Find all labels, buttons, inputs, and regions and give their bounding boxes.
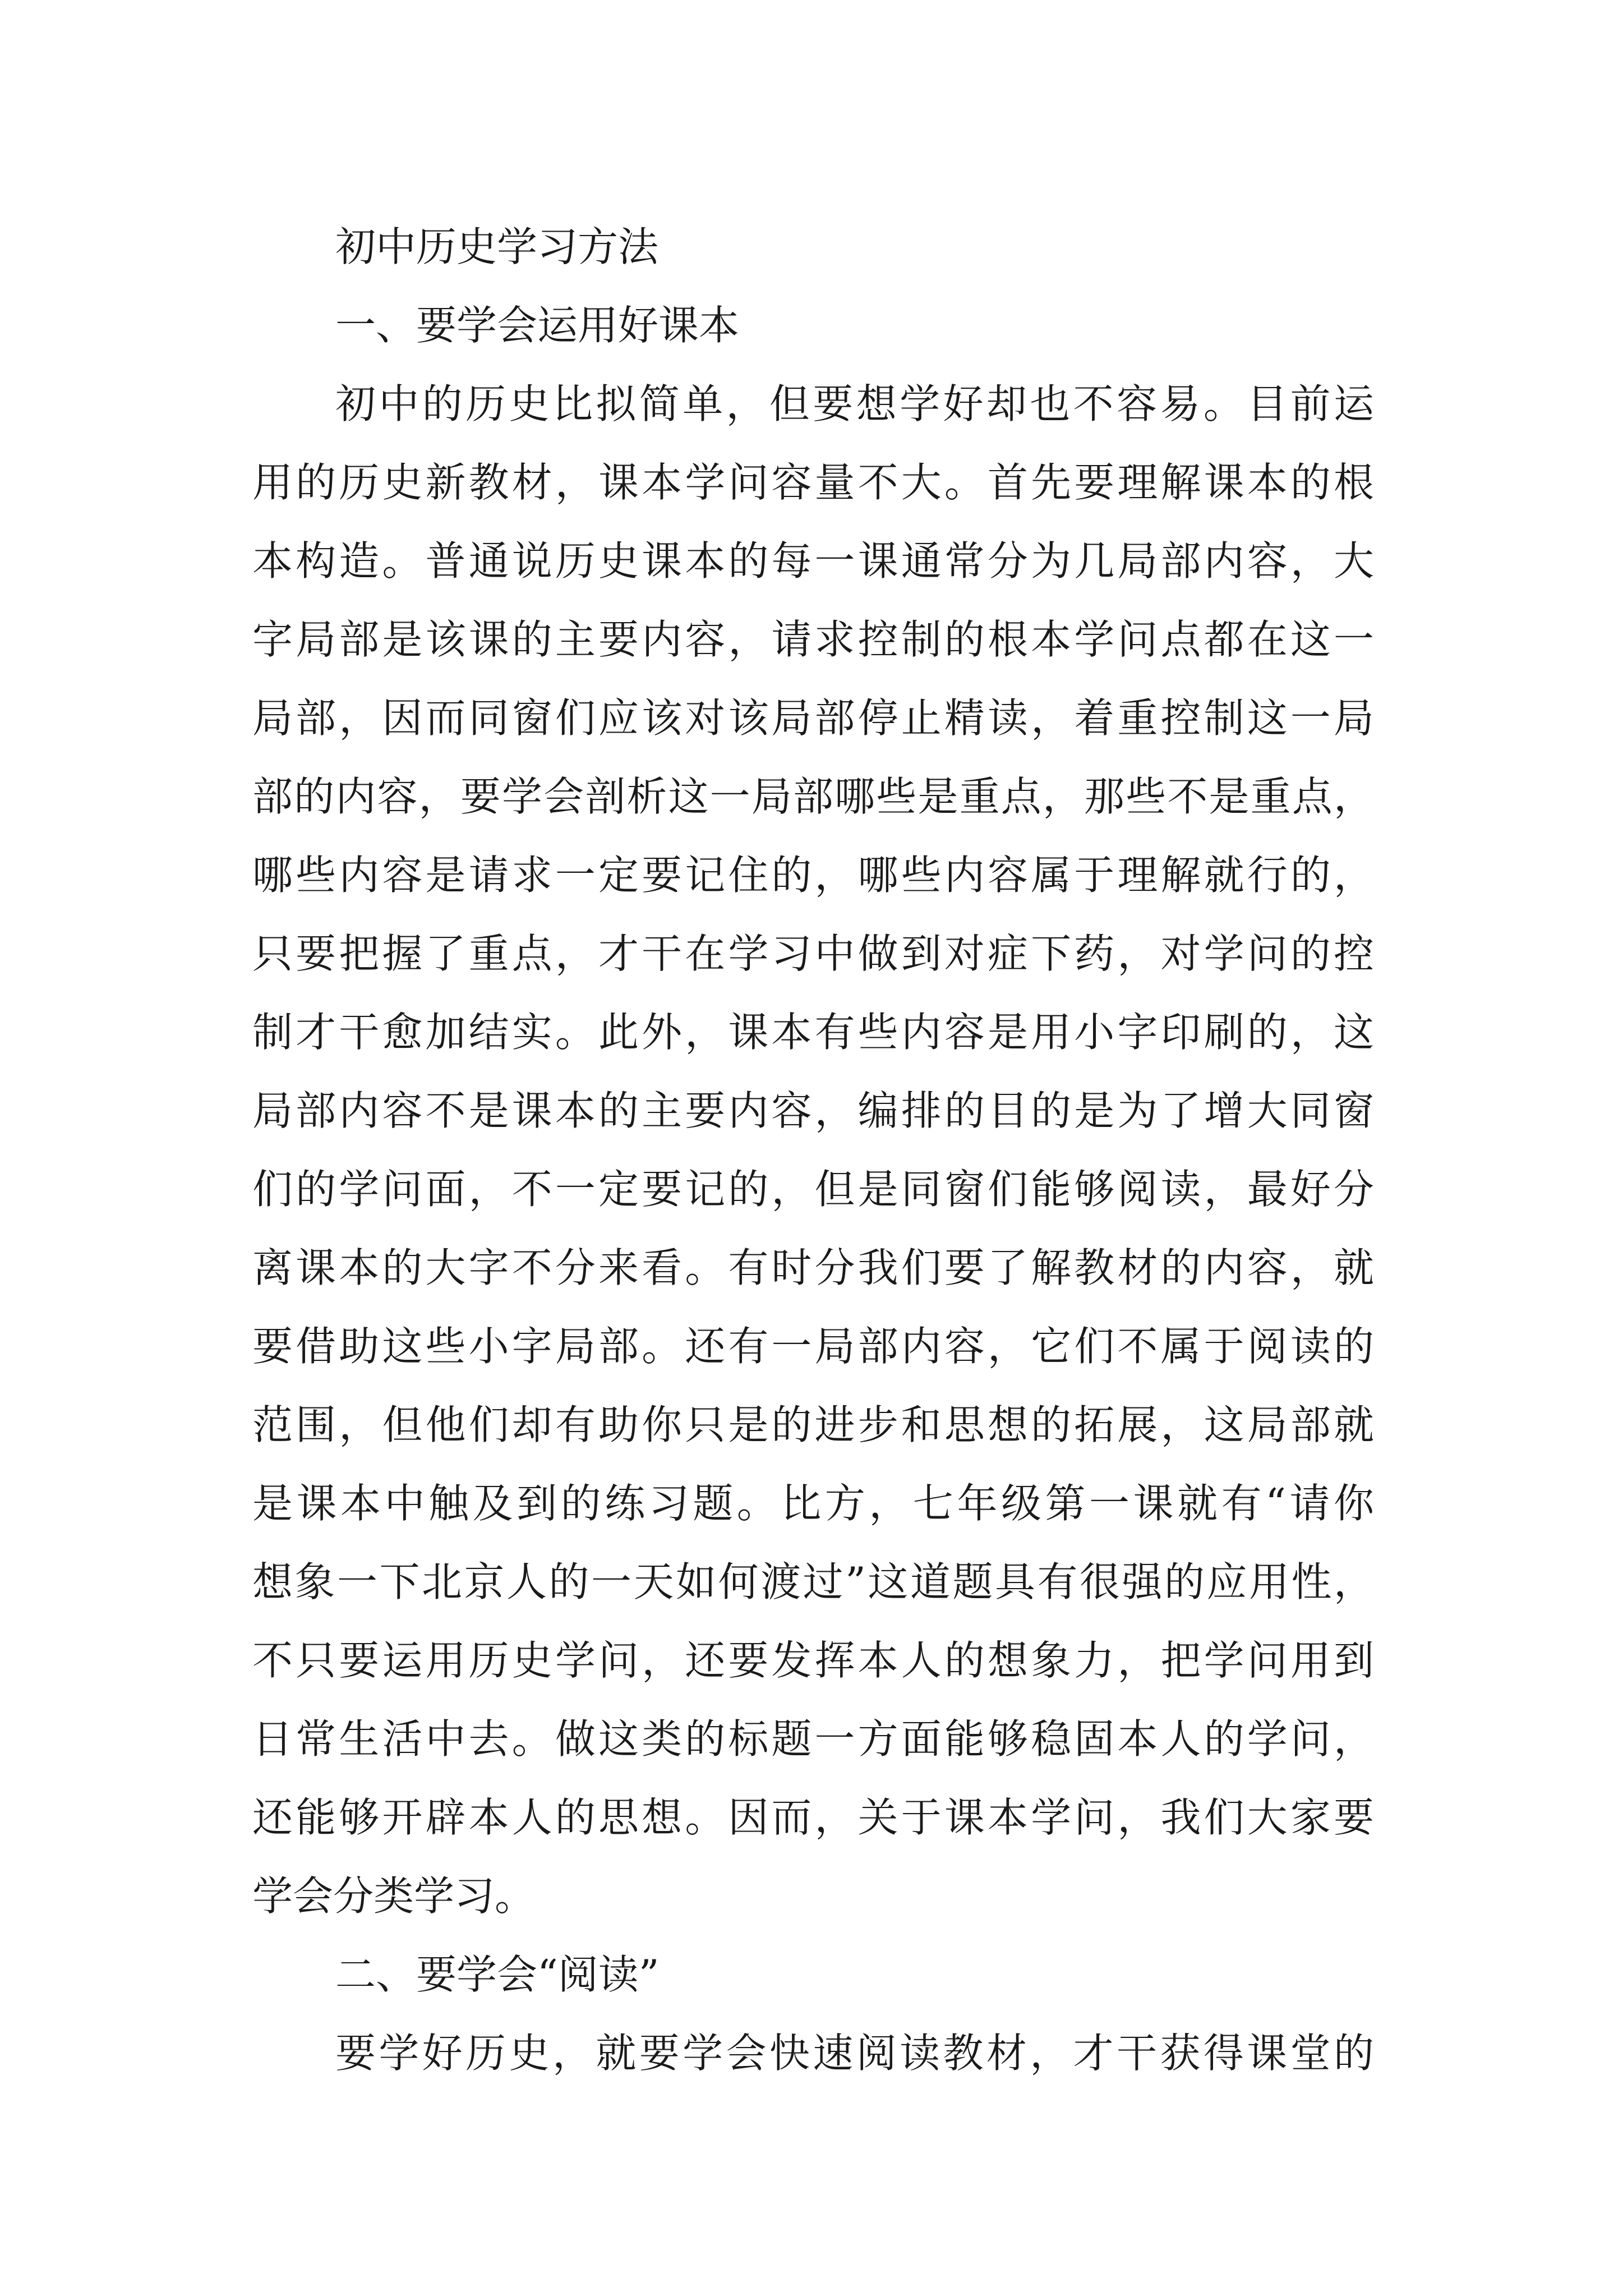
paragraph-line: 要学好历史，就要学会快速阅读教材，才干获得课堂的	[335, 2030, 1374, 2077]
paragraph-line: 学会分类学习。	[252, 1872, 536, 1920]
paragraph-line: 初中的历史比拟简单，但要想学好却也不容易。目前运	[335, 380, 1374, 427]
paragraph-line: 要借助这些小字局部。还有一局部内容，它们不属于阅读的	[252, 1323, 1374, 1370]
paragraph-line: 部的内容，要学会剖析这一局部哪些是重点，那些不是重点，	[252, 773, 1374, 820]
paragraph-line: 不只要运用历史学问，还要发挥本人的想象力，把学问用到	[252, 1637, 1374, 1684]
document-title: 初中历史学习方法	[335, 223, 659, 270]
paragraph-line: 还能够开辟本人的思想。因而，关于课本学问，我们大家要	[252, 1794, 1374, 1841]
paragraph-line: 本构造。普通说历史课本的每一课通常分为几局部内容，大	[252, 537, 1374, 585]
paragraph-line: 们的学问面，不一定要记的，但是同窗们能够阅读，最好分	[252, 1166, 1374, 1213]
paragraph-line: 是课本中触及到的练习题。比方，七年级第一课就有“请你	[252, 1480, 1374, 1527]
paragraph-line: 局部，因而同窗们应该对该局部停止精读，着重控制这一局	[252, 694, 1374, 742]
section-1-heading: 一、要学会运用好课本	[335, 302, 740, 349]
paragraph-line: 只要把握了重点，才干在学习中做到对症下药，对学问的控	[252, 930, 1374, 977]
paragraph-line: 用的历史新教材，课本学问容量不大。首先要理解课本的根	[252, 459, 1374, 506]
paragraph-line: 哪些内容是请求一定要记住的，哪些内容属于理解就行的，	[252, 852, 1374, 899]
document-body	[252, 208, 1374, 2092]
paragraph-line: 制才干愈加结实。此外，课本有些内容是用小字印刷的，这	[252, 1009, 1374, 1056]
paragraph-line: 局部内容不是课本的主要内容，编排的目的是为了增大同窗	[252, 1087, 1374, 1134]
section-2-heading: 二、要学会“阅读”	[335, 1951, 660, 1998]
paragraph-line: 离课本的大字不分来看。有时分我们要了解教材的内容，就	[252, 1244, 1374, 1291]
section-2-paragraph	[252, 2014, 1374, 2092]
paragraph-line: 日常生活中去。做这类的标题一方面能够稳固本人的学问，	[252, 1715, 1374, 1763]
paragraph-line: 想象一下北京人的一天如何渡过”这道题具有很强的应用性，	[252, 1558, 1374, 1605]
section-1-paragraph	[252, 365, 1374, 1935]
paragraph-line: 字局部是该课的主要内容，请求控制的根本学问点都在这一	[252, 616, 1374, 663]
paragraph-line: 范围，但他们却有助你只是的进步和思想的拓展，这局部就	[252, 1401, 1374, 1448]
